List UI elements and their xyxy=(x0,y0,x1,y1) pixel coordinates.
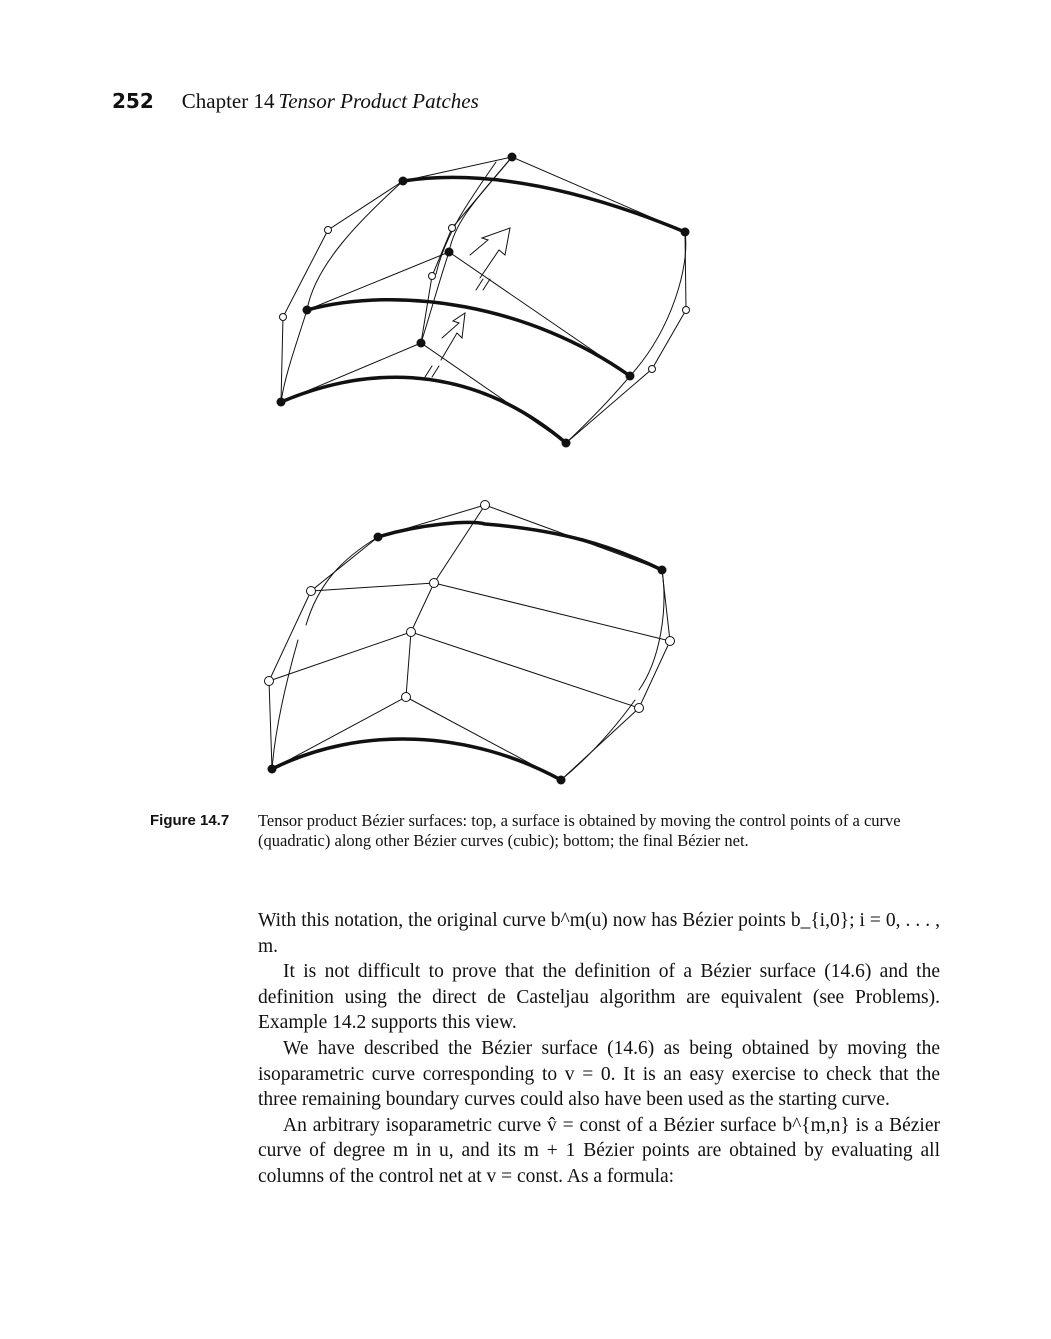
figure-label: Figure 14.7 xyxy=(150,812,230,829)
paragraph-2: It is not difficult to prove that the definition of a Bézier surface (14.6) and the definition using the direct de Casteljau algorithm are equivalent (see Problems). Example 14.2 supports this view. xyxy=(258,961,940,1034)
paragraph-4: An arbitrary isoparametric curve v̂ = const of a Bézier surface b^{m,n} is a Bézier curve of degree m in u, and its m + 1 Bézier points are obtained by evaluating all columns of the control net at v = const. As a formula: xyxy=(258,1114,940,1187)
top-surface xyxy=(277,153,690,448)
page-number: 252 xyxy=(112,89,154,113)
chapter-label: Chapter 14 xyxy=(181,89,275,113)
paragraph-1: With this notation, the original curve b^m(u) now has Bézier points b_{i,0}; i = 0, . . . , m. xyxy=(258,910,940,957)
bottom-surface xyxy=(265,501,675,785)
caption-text: Tensor product Bézier surfaces: top, a surface is obtained by moving the control points of a curve (quadratic) along other Bézier curves (cubic); bottom; the final Bézier net. xyxy=(258,811,901,850)
body-text xyxy=(258,908,940,1190)
chapter-title: Tensor Product Patches xyxy=(278,89,479,113)
paragraph-3: We have described the Bézier surface (14.6) as being obtained by moving the isoparametric curve corresponding to v = 0. It is an easy exercise to check that the three remaining boundary curves could also have been used as the starting curve. xyxy=(258,1037,940,1111)
